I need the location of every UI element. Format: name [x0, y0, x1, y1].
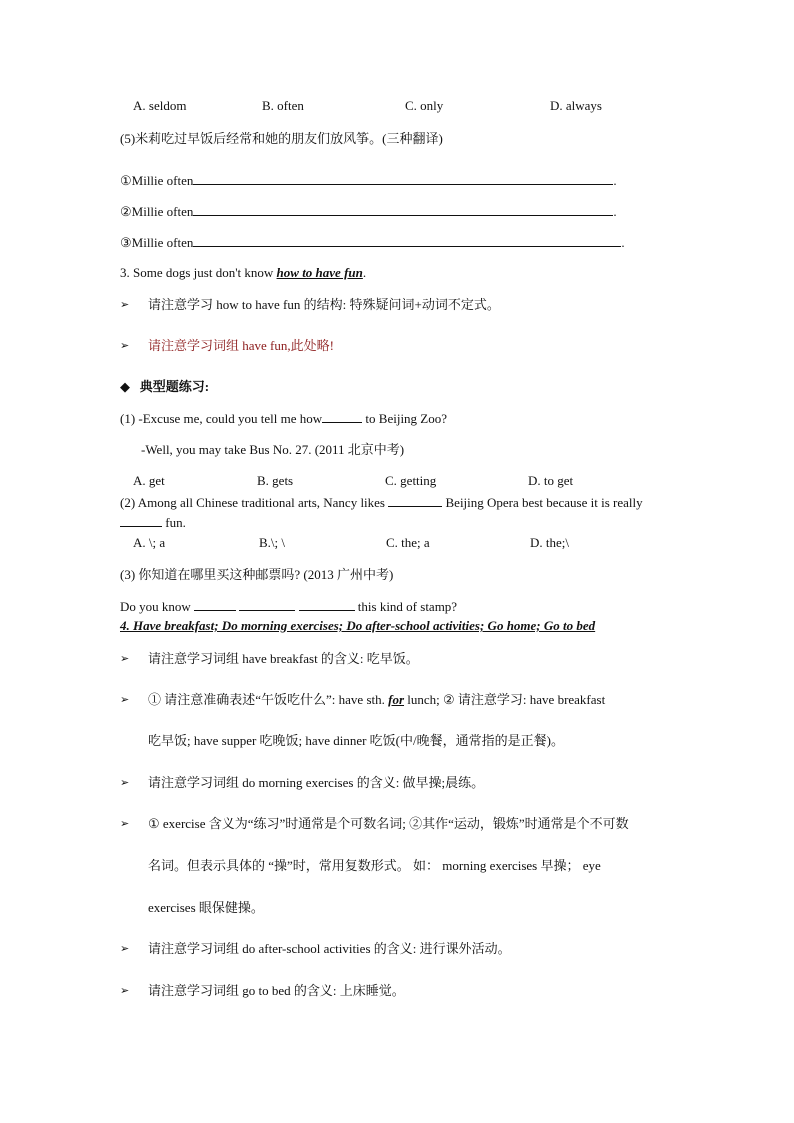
s4-note-meals: 吃早饭; have supper 吃晚饭; have dinner 吃饭(中/晚餐，通常指的是正餐)。: [148, 733, 564, 748]
s3-note-have-fun: 请注意学习词组 have fun,此处略!: [148, 338, 334, 353]
answer-blank[interactable]: [194, 598, 236, 611]
arrow-bullet-icon: ➢: [120, 340, 130, 352]
s4-note-exercise-3: exercises 眼保健操。: [148, 900, 264, 915]
p2-option-b: B.\; \: [259, 535, 286, 550]
q5-option-d: D. always: [550, 98, 602, 113]
answer-blank[interactable]: [193, 203, 613, 216]
note-text-cont: lunch; ② 请注意学习: have breakfast: [404, 692, 606, 707]
question-tail: to Beijing Zoo?: [362, 411, 448, 426]
p2-option-d: D. the;\: [530, 535, 569, 550]
answer-blank[interactable]: [239, 598, 295, 611]
s4-note-exercise-2: 名词。但表示具体的 “操”时，常用复数形式。 如： morning exercises 早操； eye: [148, 858, 601, 873]
arrow-bullet-icon: ➢: [120, 653, 130, 665]
q5-option-b: B. often: [262, 98, 304, 113]
s3-note-structure: 请注意学习 how to have fun 的结构: 特殊疑问词+动词不定式。: [148, 297, 500, 312]
note-text: ① 请注意准确表述“午饭吃什么”: have sth.: [148, 692, 389, 707]
practice-3-answer: [120, 598, 457, 615]
answer-suffix: this kind of stamp?: [354, 599, 458, 614]
practice-2-question-line2: [120, 514, 186, 531]
answer-blank[interactable]: [299, 598, 355, 611]
s4-note-after-school: 请注意学习词组 do after-school activities 的含义: 进行课外活动。: [148, 941, 511, 956]
p1-option-a: A. get: [133, 473, 165, 488]
arrow-bullet-icon: ➢: [120, 299, 130, 311]
line-end: .: [613, 173, 617, 188]
answer-blank[interactable]: [193, 234, 621, 247]
s4-note-go-to-bed: 请注意学习词组 go to bed 的含义: 上床睡觉。: [148, 983, 405, 998]
arrow-bullet-icon: ➢: [120, 694, 130, 706]
q5-option-a: A. seldom: [133, 98, 187, 113]
answer-blank[interactable]: [388, 494, 442, 507]
typical-label: 典型题练习:: [139, 379, 210, 394]
arrow-bullet-icon: ➢: [120, 818, 130, 830]
key-word-for: for: [388, 692, 405, 707]
arrow-bullet-icon: ➢: [120, 985, 130, 997]
typical-practice-heading: [120, 379, 209, 395]
arrow-bullet-icon: ➢: [120, 943, 130, 955]
p1-option-d: D. to get: [528, 473, 574, 488]
practice-3-question: (3) 你知道在哪里买这种邮票吗? (2013 广州中考): [120, 567, 394, 582]
q5-translation-line-2: [120, 203, 617, 220]
question-text: (2) Among all Chinese traditional arts, Nancy likes: [120, 495, 389, 510]
p1-option-b: B. gets: [257, 473, 294, 488]
answer-blank[interactable]: [322, 410, 362, 423]
q5-prompt: (5)米莉吃过早饭后经常和她的朋友们放风筝。(三种翻译): [120, 131, 443, 146]
practice-1-question: [120, 410, 447, 427]
answer-blank[interactable]: [120, 514, 162, 527]
s4-note-morning-exercises: 请注意学习词组 do morning exercises 的含义: 做早操;晨练。: [148, 775, 485, 790]
s4-note-have-breakfast: 请注意学习词组 have breakfast 的含义: 吃早饭。: [148, 651, 419, 666]
key-phrase: how to have fun: [276, 265, 363, 280]
answer-prefix: Do you know: [120, 599, 195, 614]
q5-option-c: C. only: [405, 98, 444, 113]
arrow-bullet-icon: ➢: [120, 777, 130, 789]
s4-note-lunch: [148, 692, 605, 708]
p2-option-a: A. \; a: [133, 535, 166, 550]
question-text: (1) -Excuse me, could you tell me how: [120, 411, 323, 426]
practice-2-question: [120, 494, 643, 511]
q5-translation-line-1: [120, 172, 617, 189]
sentence-suffix: .: [362, 265, 367, 280]
section-3-sentence: [120, 265, 366, 281]
p1-option-c: C. getting: [385, 473, 437, 488]
practice-1-answer: -Well, you may take Bus No. 27. (2011 北京中考): [141, 442, 405, 457]
line-end: .: [621, 235, 625, 250]
s4-note-exercise-1: ① exercise 含义为“练习”时通常是个可数名词; ②其作“运动，锻炼”时通常是个不可数: [148, 816, 629, 831]
q5-line-label: ①Millie often: [120, 173, 194, 188]
answer-blank[interactable]: [193, 172, 613, 185]
section-4-title: 4. Have breakfast; Do morning exercises; Do after-school activities; Go home; Go to bed: [120, 618, 596, 633]
line-end: .: [613, 204, 617, 219]
question-text-cont: Beijing Opera best because it is really: [442, 495, 643, 510]
diamond-bullet-icon: ◆: [120, 379, 130, 394]
p2-option-c: C. the; a: [386, 535, 430, 550]
sentence-prefix: 3. Some dogs just don't know: [120, 265, 277, 280]
q5-line-label: ②Millie often: [120, 204, 194, 219]
q5-translation-line-3: [120, 234, 625, 251]
q5-line-label: ③Millie often: [120, 235, 194, 250]
question-tail: fun.: [162, 515, 186, 530]
